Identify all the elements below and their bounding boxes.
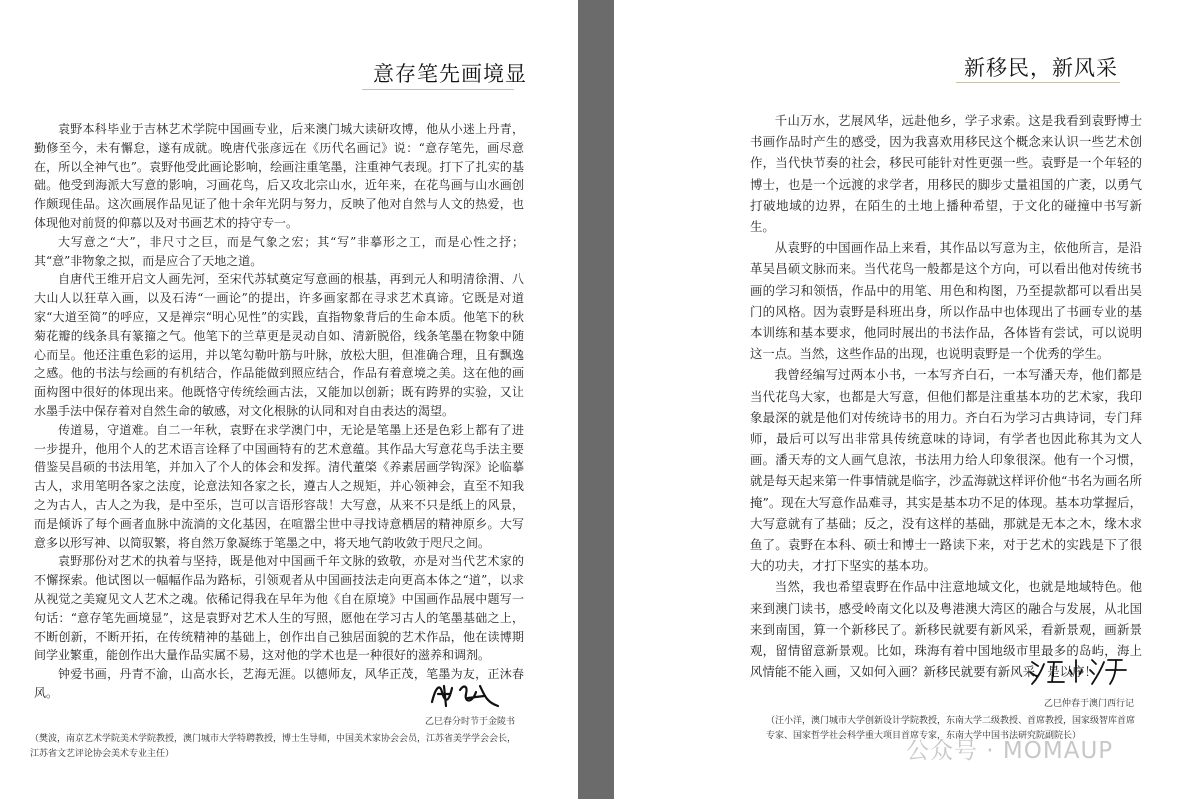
right-page-body xyxy=(750,110,1142,682)
left-signature-icon xyxy=(428,680,502,710)
right-paragraph: 我曾经编写过两本小书，一本写齐白石，一本写潘天寿，他们都是当代花鸟大家，也都是大写意，但他们都是注重基本功的艺术家，我印象最深的就是他们对传统诗书的用力。齐白石为学习古典诗词，专门拜师，最后可以写出非常具传统意味的诗词，有学者也因此称其为文人画。潘天寿的文人画气息浓，书法用力给人印象很深。他有一个习惯，就是每天起来第一件事情就是临字，沙孟海就这样评价他“书名为画名所掩”。现在大写意作品难寻，其实是基本功不足的体现。基本功掌握后，大写意就有了基础；反之，没有这样的基础，那就是无本之木，缘木求鱼了。袁野在本科、硕士和博士一路读下来，对于艺术的实践是下了很大的功夫，才打下坚实的基本功。 xyxy=(750,367,1142,574)
right-paragraph: 当然，我也希望袁野在作品中注意地域文化，也就是地域特色。他来到澳门读书，感受岭南文化以及粤港澳大湾区的融合与发展，从北国来到南国，算一个新移民了。新移民就要有新风采，看新景观，画新景观，留情留意新景观。比如，珠海有着中国地级市里最多的岛屿，海上风情能不能入画，又如何入画？新移民就要有新风采，是以序！ xyxy=(750,579,1142,680)
page-gap xyxy=(578,0,614,799)
left-author-bio: （樊波，南京艺术学院美术学院教授，澳门城市大学特聘教授，博士生导师，中国美术家协会会员，江苏省美学学会会长，江苏省文艺评论协会美术专业主任） xyxy=(30,734,517,759)
right-paragraph: 千山万水，艺展风华，远赴他乡，学子求索。这是我看到袁野博士书画作品时产生的感受，因为我喜欢用移民这个概念来认识一些艺术创作，当代快节奏的社会，移民可能针对性更强一些。袁野是一个年轻的博士，也是一个远渡的求学者，用移民的脚步丈量祖国的广袤，以勇气打破地域的边界，在陌生的土地上播种希望，于文化的碰撞中书写新生。 xyxy=(750,113,1142,235)
left-page-title: 意存笔先画境显 xyxy=(373,62,527,86)
left-signature-date: 乙巳春分时节于金陵书 xyxy=(425,717,516,727)
right-page xyxy=(614,0,1200,799)
left-paragraph: 大写意之“大”，非尺寸之巨，而是气象之宏；其“写”非摹形之工，而是心性之抒；其“意”非物象之拟，而是应合了天地之道。 xyxy=(34,234,524,268)
right-author-bio: （汪小洋，澳门城市大学创新设计学院教授，东南大学二级教授、首席教授，国家级智库首席专家、国家哲学社会科学重大项目首席专家，东南大学中国书法研究院副院长） xyxy=(766,716,1136,741)
right-paragraph: 从袁野的中国画作品上来看，其作品以写意为主，依他所言，是沿革吴昌硕文脉而来。当代花鸟一般都是这个方向，可以看出他对传统书画的学习和领悟，作品中的用笔、用色和构图，乃至提款都可以看出吴门的风格。因为袁野是科班出身，所以作品中也体现出了书画专业的基本训练和基本要求，他同时展出的书法作品，各体皆有尝试，可以说明这一点。当然，这些作品的出现，也说明袁野是一个优秀的学生。 xyxy=(750,240,1142,362)
left-paragraph: 袁野本科毕业于吉林艺术学院中国画专业，后来澳门城大读研攻博，他从小迷上丹青，勤修至今，未有懈怠，遂有成就。晚唐代张彦远在《历代名画记》说：“意存笔先，画尽意在，所以全神气也”。袁野他受此画论影响，绘画注重笔墨，注重神气表现。打下了扎实的基础。他受到海派大写意的影响，习画花鸟，后又攻北宗山水，近年来，在花鸟画与山水画创作颇现佳品。这次画展作品见证了他十余年光阴与努力，反映了他对自然与人文的热爱，也体现他对前贤的仰慕以及对书画艺术的持守专一。 xyxy=(34,122,524,230)
left-paragraph: 传道易，守道难。自二一年秋，袁野在求学澳门中，无论是笔墨上还是色彩上都有了进一步提升，他用个人的艺术语言诠释了中国画特有的艺术意蕴。其作品大写意花鸟手法主要借鉴吴昌硕的书法用笔，并加入了个人的体会和发挥。清代董棨《养素居画学钩深》论临摹古人，求用笔明各家之法度，论意法知各家之长，遵古人之规矩，并心领神会，直至不知我之为古人，古人之为我，是中至乐，岂可以言语形容哉！大写意，从来不只是纸上的风景，而是倾诉了每个画者血脉中流淌的文化基因，在喧嚣尘世中寻找诗意栖居的精神原乡。大写意多以形写神、以简驭繁，将自然万象凝练于笔墨之中，将天地气韵收敛于咫尺之间。 xyxy=(34,422,524,550)
right-signature-date: 乙巳仲春于澳门西行记 xyxy=(1044,699,1135,709)
left-paragraph: 自唐代王维开启文人画先河，至宋代苏轼奠定写意画的根基，再到元人和明清徐渭、八大山人以狂草入画，以及石涛“一画论”的提出，许多画家都在寻求艺术真谛。它既是对道家“大道至简”的呼应，又是禅宗“明心见性”的实践，直指物象背后的生命本质。他笔下的秋菊花瓣的线条具有篆籀之气。他笔下的兰草更是灵动自如、清新脱俗，线条笔墨在物象中随心而呈。他还注重色彩的运用，并以笔勾勒叶筋与叶脉，放松大胆，但准确合理，且有飘逸之感。他的书法与绘画的有机结合，作品能做到照应结合，作品有着意境之美。这在他的画面构图中很好的体现出来。他既恪守传统绘画古法，又能加以创新；既有跨界的实验，又让水墨手法中保存着对自然生命的敏感，对文化根脉的认同和对自由表达的渴望。 xyxy=(34,272,524,418)
left-title-rule xyxy=(362,89,514,90)
right-page-title: 新移民，新风采 xyxy=(964,56,1118,80)
left-paragraph: 袁野那份对艺术的执着与坚持，既是他对中国画千年文脉的致敬，亦是对当代艺术家的不懈探索。他试图以一幅幅作品为路标，引领观者从中国画技法走向更高本体之“道”，以求从视觉之美窥见文人艺术之魂。依稀记得我在早年为他《自在原境》中国画作品展中题写一句话：“意存笔先画境显”，这是袁野对艺术人生的写照，愿他在学习古人的笔墨基础之上，不断创新，不断开拓，在传统精神的基础上，创作出自己独居面貌的艺术作品，他在读博期间学业繁重，能创作出大量作品实属不易，这对他的学术也是一种很好的滋养和调剂。 xyxy=(34,554,524,663)
right-title-rule xyxy=(956,82,1120,83)
left-page-body xyxy=(34,120,524,703)
left-page xyxy=(0,0,578,799)
left-paragraph: 钟爱书画，丹青不渝，山高水长，艺海无涯。以德师友，风华正茂，笔墨为友，正沐春风。 xyxy=(34,667,524,700)
watermark: 公众号 · MOMAUP xyxy=(906,738,1114,764)
right-signature-icon xyxy=(1026,652,1130,688)
